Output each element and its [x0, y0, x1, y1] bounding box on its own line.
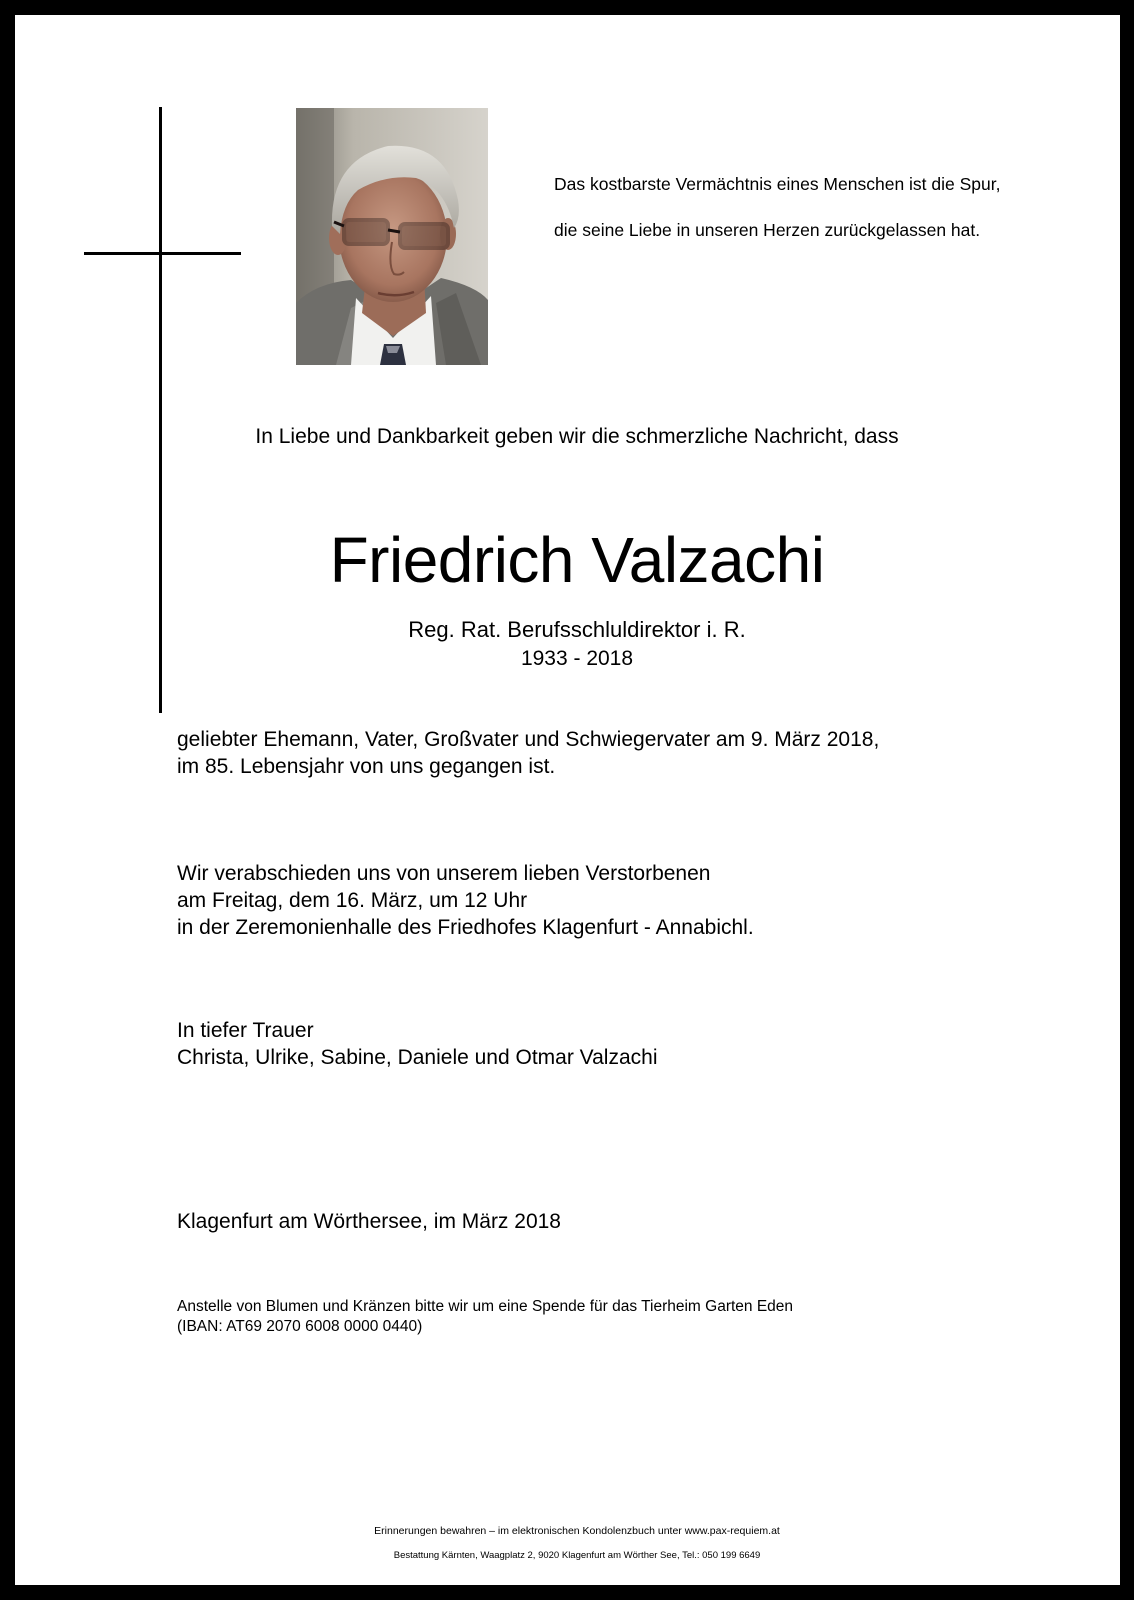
place-date-text: Klagenfurt am Wörthersee, im März 2018	[177, 1210, 561, 1233]
quote-line-1: Das kostbarste Vermächtnis eines Menschen ist die Spur,	[554, 174, 1001, 194]
passing-line-2: im 85. Lebensjahr von uns gegangen ist.	[177, 755, 556, 778]
footer-funeral-home: Bestattung Kärnten, Waagplatz 2, 9020 Klagenfurt am Wörther See, Tel.: 050 199 6649	[393, 1550, 761, 1561]
life-years: 1933 - 2018	[520, 647, 634, 670]
farewell-line-2: am Freitag, dem 16. März, um 12 Uhr	[177, 889, 528, 912]
portrait-photo	[296, 108, 488, 365]
farewell-paragraph	[177, 860, 754, 941]
mourners-paragraph	[177, 1017, 658, 1071]
place-date	[177, 1208, 561, 1235]
mourners-names: Christa, Ulrike, Sabine, Daniele und Otmar Valzachi	[177, 1046, 658, 1069]
quote-line-2: die seine Liebe in unseren Herzen zurückgelassen hat.	[554, 220, 981, 240]
passing-paragraph	[177, 726, 879, 780]
donation-line-1: Anstelle von Blumen und Kränzen bitte wir um eine Spende für das Tierheim Garten Eden	[177, 1298, 794, 1315]
memorial-quote	[554, 174, 1000, 240]
deceased-name: Friedrich Valzachi	[329, 524, 825, 596]
farewell-line-3: in der Zeremonienhalle des Friedhofes Klagenfurt - Annabichl.	[177, 916, 754, 939]
mourners-heading: In tiefer Trauer	[177, 1019, 314, 1042]
footer-condolence-link: Erinnerungen bewahren – im elektronischen Kondolenzbuch unter www.pax-requiem.at	[374, 1525, 780, 1537]
farewell-line-1: Wir verabschieden uns von unserem lieben Verstorbenen	[177, 862, 711, 885]
cross-horizontal-bar	[84, 252, 241, 255]
donation-iban: (IBAN: AT69 2070 6008 0000 0440)	[177, 1318, 423, 1335]
intro-text: In Liebe und Dankbarkeit geben wir die schmerzliche Nachricht, dass	[255, 425, 899, 448]
passing-line-1: geliebter Ehemann, Vater, Großvater und Schwiegervater am 9. März 2018,	[177, 728, 880, 751]
donation-note	[177, 1297, 793, 1337]
deceased-title: Reg. Rat. Berufsschluldirektor i. R.	[408, 617, 746, 642]
